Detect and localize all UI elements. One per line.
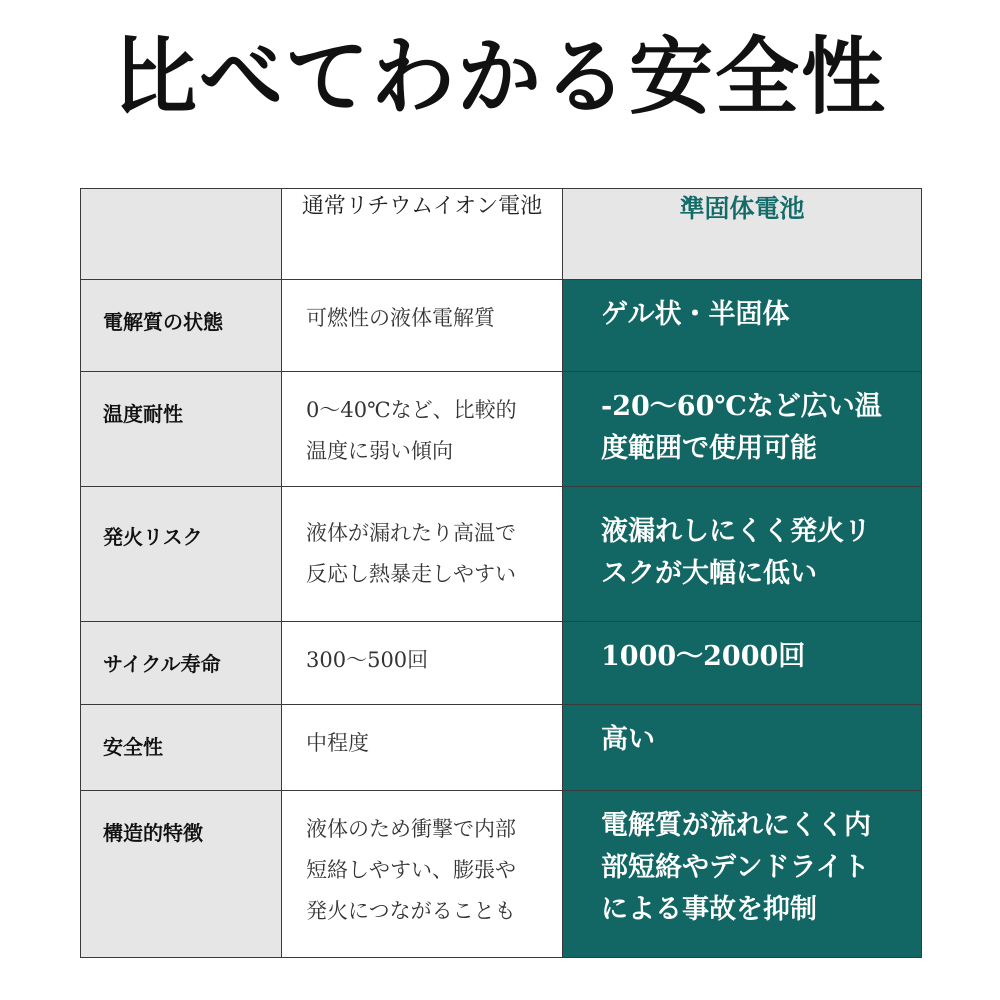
row-label: 安全性 [81,705,282,791]
standard-value [282,487,563,622]
semi-solid-value-line: による事故を抑制 [601,894,817,925]
header-empty-cell [81,189,282,280]
semi-solid-value [563,791,922,958]
semi-solid-value [563,372,922,487]
semi-solid-value-line: -20～60℃など広い温 [601,391,882,422]
semi-solid-value [563,487,922,622]
semi-solid-value-line: 度範囲で使用可能 [601,433,817,464]
table-row [81,791,922,958]
semi-solid-value-line: 部短絡やデンドライト [601,852,870,883]
semi-solid-value-line: 高い [601,724,655,755]
standard-value-line: 発火につながることも [306,899,516,923]
row-label: 構造的特徴 [81,791,282,958]
standard-value [282,622,563,705]
semi-solid-value-line: 液漏れしにくく発火リ [601,516,871,547]
semi-solid-value-line: ゲル状・半固体 [601,299,790,330]
standard-value-line: 液体のため衝撃で内部 [306,817,516,841]
header-semi-solid-battery: 準固体電池 [563,189,922,280]
semi-solid-value-line: 1000～2000回 [601,641,806,672]
semi-solid-value [563,280,922,372]
table-row [81,280,922,372]
standard-value-line: 反応し熱暴走しやすい [306,562,516,586]
table-row [81,622,922,705]
standard-value-line: 温度に弱い傾向 [306,439,453,463]
standard-value-line: 可燃性の液体電解質 [306,306,495,330]
semi-solid-value [563,705,922,791]
comparison-table [80,188,922,958]
standard-value-line: 300～500回 [306,648,429,672]
standard-value-line: 中程度 [306,731,369,755]
standard-value [282,791,563,958]
row-label: 温度耐性 [81,372,282,487]
standard-value [282,705,563,791]
standard-value [282,280,563,372]
row-label: サイクル寿命 [81,622,282,705]
header-standard-battery: 通常リチウムイオン電池 [282,189,563,280]
standard-value-line: 短絡しやすい、膨張や [306,858,516,882]
standard-value [282,372,563,487]
table-row [81,487,922,622]
page-title: 比べてわかる安全性 [112,27,887,126]
row-label: 発火リスク [81,487,282,622]
standard-value-line: 液体が漏れたり高温で [306,521,516,545]
row-label: 電解質の状態 [81,280,282,372]
standard-value-line: 0～40℃など、比較的 [306,398,517,422]
table-header-row [81,189,922,280]
table-row [81,372,922,487]
semi-solid-value-line: 電解質が流れにくく内 [601,810,871,841]
table-row [81,705,922,791]
semi-solid-value [563,622,922,705]
semi-solid-value-line: スクが大幅に低い [601,558,817,589]
